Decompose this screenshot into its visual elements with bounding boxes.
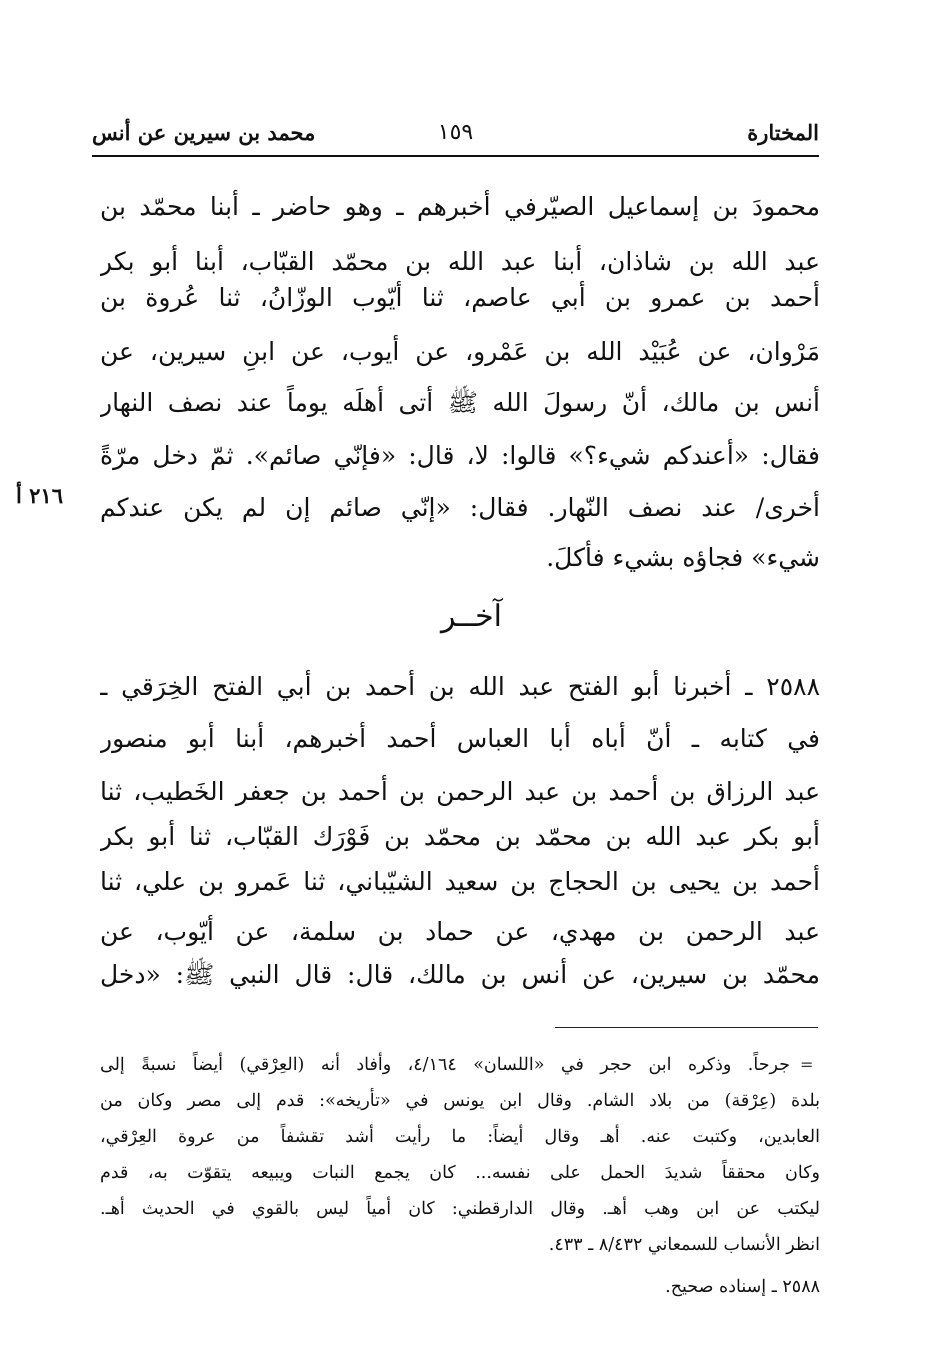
footnote-line: بلدة (عِرْقة) من بلاد الشام. وقال ابن يونس في «تأريخه»: قدم إلى مصر وكان من	[100, 1091, 820, 1111]
text-line: أحمد بن عمرو بن أبي عاصم، ثنا أيّوب الوزّانُ، ثنا عُروة بن	[100, 283, 820, 312]
text-line: عبد الله بن شاذان، أبنا عبد الله بن محمّد القبّاب، أبنا أبو بكر	[100, 247, 820, 276]
text-line: فقال: «أعندكم شيء؟» قالوا: لا، قال: «فإنّي صائم». ثمّ دخل مرّةً	[100, 441, 820, 470]
hadith-line: ٢٥٨٨ ـ أخبرنا أبو الفتح عبد الله بن أحمد بن أبي الفتح الخِرَقي ـ	[100, 672, 820, 701]
footnote-line: انظر الأنساب للسمعاني ٨/٤٣٢ ـ ٤٣٣.	[548, 1235, 820, 1255]
running-header	[92, 112, 819, 156]
text-line: شيء» فجاؤه بشيء فأكلَ.	[546, 543, 820, 572]
footnote-rule	[555, 1027, 818, 1028]
footnote-line: وكان محققاً شديدَ الحمل على نفسه... كان يجمع النبات ويبيعه يتقوّت به، قدم	[100, 1163, 820, 1183]
hadith-line: في كتابه ـ أنّ أباه أبا العباس أحمد أخبرهم، أبنا أبو منصور	[100, 724, 820, 753]
hadith-line: أبو بكر عبد الله بن محمّد بن محمّد بن فَوْرَك القبّاب، ثنا أبو بكر	[100, 822, 820, 851]
text-line: مَرْوان، عن عُبَيْد الله بن عَمْرو، عن أيوب، عن ابنِ سيرين، عن	[100, 337, 820, 366]
page-number: ١٥٩	[437, 120, 474, 145]
footnote-line: العابدين، وكتبت عنه. أهـ وقال أيضاً: ما رأيت أشد تقشفاً من عروة العِرْقي،	[100, 1127, 820, 1147]
section-heading: آخــر	[440, 599, 502, 634]
manuscript-folio-note: ٢١٦ أ	[16, 483, 63, 508]
text-line: أخرى/ عند نصف النّهار. فقال: «إنّي صائم إن لم يكن عندكم	[100, 493, 820, 522]
book-title: المختارة	[747, 120, 819, 145]
hadith-line: محمّد بن سيرين، عن أنس بن مالك، قال: قال النبي ﷺ: «دخل	[100, 960, 820, 989]
text-line: أنس بن مالك، أنّ رسولَ الله ﷺ أتى أهلَه يوماً عند نصف النهار	[100, 388, 820, 417]
hadith-line: عبد الرزاق بن أحمد بن عبد الرحمن بن أحمد بن جعفر الخَطيب، ثنا	[100, 777, 820, 806]
footnote-hadith-grade: ٢٥٨٨ ـ إسناده صحيح.	[665, 1277, 820, 1297]
text-line: محمودَ بن إسماعيل الصيّرفي أخبرهم ـ وهو حاضر ـ أبنا محمّد بن	[100, 192, 820, 221]
chapter-title: محمد بن سيرين عن أنس	[92, 120, 316, 145]
header-rule	[92, 155, 819, 157]
footnote-line: جرحاً. وذكره ابن حجر في «اللسان» ٤/١٦٤، وأفاد أنه (العِرْقي) أيضاً نسبةً إلى	[100, 1055, 790, 1075]
hadith-line: أحمد بن يحيى بن الحجاج بن سعيد الشيّباني، ثنا عَمرو بن علي، ثنا	[100, 867, 820, 896]
footnote-line: ليكتب عن ابن وهب أهـ. وقال الدارقطني: كان أمياً ليس بالقوي في الحديث أهـ.	[100, 1199, 820, 1219]
footnote-continuation-marker: =	[800, 1055, 814, 1074]
hadith-line: عبد الرحمن بن مهدي، عن حماد بن سلمة، عن أيّوب، عن	[100, 917, 820, 946]
